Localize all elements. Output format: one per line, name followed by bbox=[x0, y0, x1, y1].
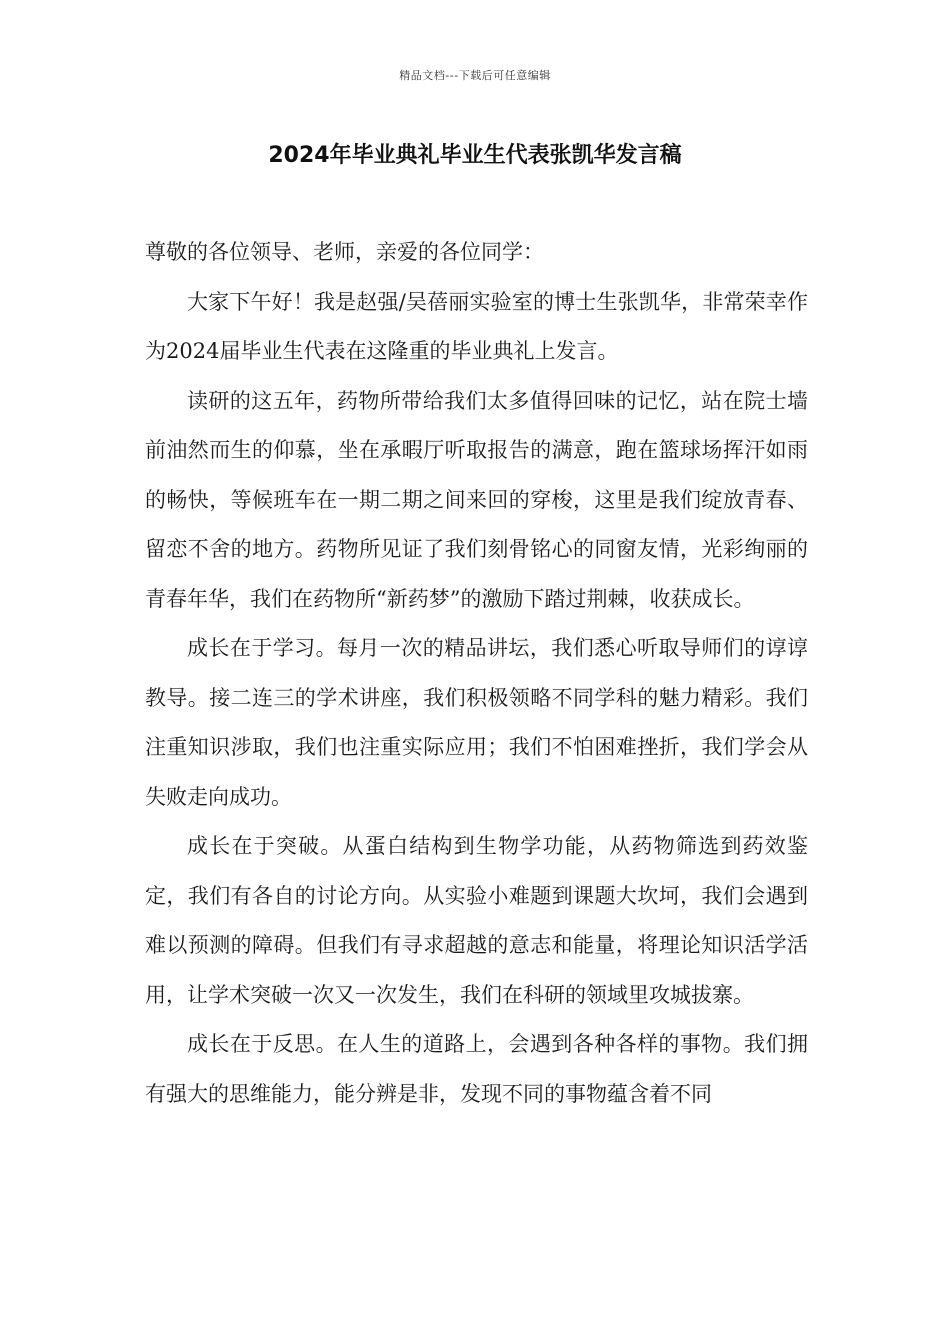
paragraph: 成长在于反思。在人生的道路上，会遇到各种各样的事物。我们拥有强大的思维能力，能分辨是非，发现不同的事物蕴含着不同 bbox=[145, 1032, 808, 1106]
salutation: 尊敬的各位领导、老师，亲爱的各位同学： bbox=[145, 240, 544, 264]
document-title: 2024年毕业典礼毕业生代表张凯华发言稿 bbox=[268, 143, 682, 168]
document-body bbox=[145, 228, 808, 1119]
paragraph: 成长在于学习。每月一次的精品讲坛，我们悉心听取导师们的谆谆教导。接二连三的学术讲座，我们积极领略不同学科的魅力精彩。我们注重知识涉取，我们也注重实际应用；我们不怕困难挫折，我们学会从失败走向成功。 bbox=[145, 636, 808, 809]
paragraph: 读研的这五年，药物所带给我们太多值得回味的记忆，站在院士墙前油然而生的仰慕，坐在承暇厅听取报告的满意，跑在篮球场挥汗如雨的畅快，等候班车在一期二期之间来回的穿梭，这里是我们绽放青春、留恋不舍的地方。药物所见证了我们刻骨铭心的同窗友情，光彩绚丽的青春年华，我们在药物所“新药梦”的激励下踏过荆棘，收获成长。 bbox=[145, 388, 808, 611]
header-note: 精品文档---下载后可任意编辑 bbox=[399, 69, 551, 82]
paragraph: 成长在于突破。从蛋白结构到生物学功能，从药物筛选到药效鉴定，我们有各自的讨论方向。从实验小难题到课题大坎坷，我们会遇到难以预测的障碍。但我们有寻求超越的意志和能量，将理论知识活学活用，让学术突破一次又一次发生，我们在科研的领域里攻城拔寨。 bbox=[145, 834, 808, 1007]
paragraph: 大家下午好！我是赵强/吴蓓丽实验室的博士生张凯华，非常荣幸作为2024届毕业生代表在这隆重的毕业典礼上发言。 bbox=[145, 289, 808, 363]
